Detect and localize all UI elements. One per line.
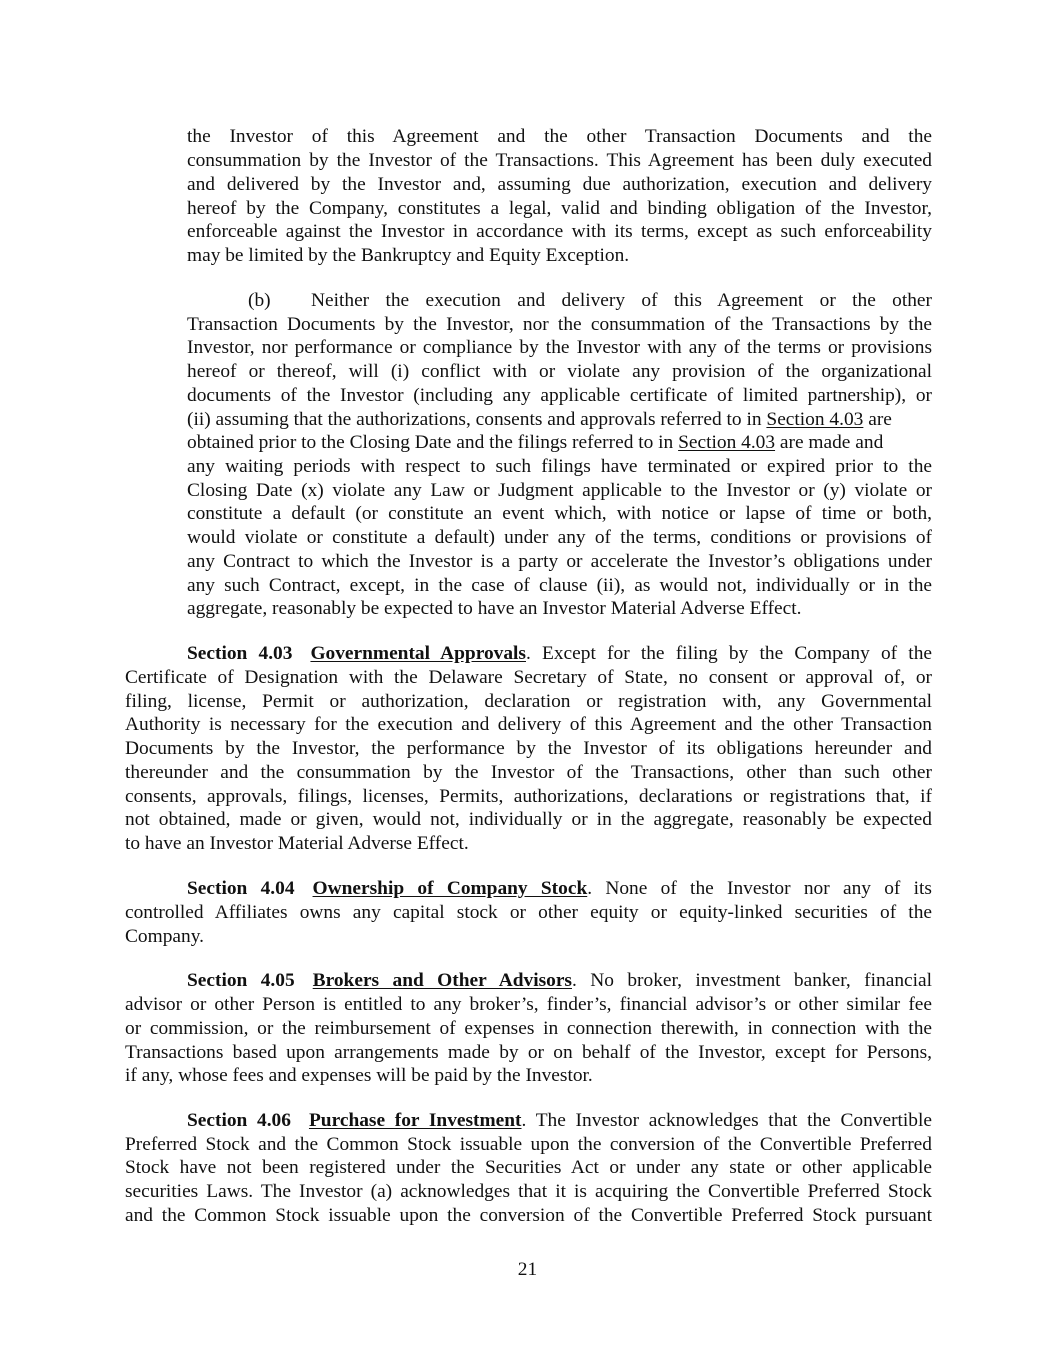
text-line: hereof or thereof, will (i) conflict with or violate any provision of the organizational (187, 361, 932, 382)
text-line: Closing Date (x) violate any Law or Judgment applicable to the Investor or (y) violate or (187, 480, 932, 501)
text-line: the Investor of this Agreement and the other Transaction Documents and the (187, 126, 932, 147)
section-number: Section 4.05 (187, 970, 295, 991)
text-line: constitute a default (or constitute an event which, with notice or lapse of time or both, (187, 503, 932, 524)
section-heading-line (187, 1109, 932, 1133)
text-line: Documents by the Investor, the performance by the Investor of its obligations hereunder and (125, 738, 932, 759)
text-line (187, 431, 932, 455)
page-number: 21 (517, 1259, 538, 1280)
text-line: enforceable against the Investor in accordance with its terms, except as such enforceability (187, 221, 932, 242)
text-line: any such Contract, except, in the case of clause (ii), as would not, individually or in the (187, 575, 932, 596)
text-line: may be limited by the Bankruptcy and Equity Exception. (187, 245, 630, 266)
text-segment: . No broker, investment banker, financial (571, 970, 932, 991)
text-line: filing, license, Permit or authorization, declaration or registration with, any Governmental (125, 691, 932, 712)
section-number: Section 4.06 (187, 1110, 291, 1131)
text-line: aggregate, reasonably be expected to have an Investor Material Adverse Effect. (187, 598, 802, 619)
section-title: Purchase for Investment (308, 1110, 522, 1131)
text-line: if any, whose fees and expenses will be paid by the Investor. (125, 1065, 593, 1086)
text-line: Preferred Stock and the Common Stock issuable upon the conversion of the Convertible Preferred (125, 1134, 932, 1155)
text-segment: . Except for the filing by the Company of the (525, 643, 932, 664)
text-line: any waiting periods with respect to such filings have terminated or expired prior to the (187, 456, 932, 477)
text-segment: obtained prior to the Closing Date and the filings referred to in (187, 432, 679, 453)
text-line: not obtained, made or given, would not, individually or in the aggregate, reasonably be expected (125, 809, 932, 830)
section-number: Section 4.04 (187, 878, 295, 899)
text-line: consents, approvals, filings, licenses, Permits, authorizations, declarations or registrations that, if (125, 786, 932, 807)
text-line: Authority is necessary for the execution and delivery of this Agreement and the other Transaction (125, 714, 932, 735)
text-segment: are made and (775, 432, 884, 453)
text-segment: (ii) assuming that the authorizations, consents and approvals referred to in (187, 409, 767, 430)
xref-section-4-03[interactable]: Section 4.03 (766, 409, 864, 430)
text-line: Neither the execution and delivery of this Agreement or the other (311, 290, 932, 311)
text-line: thereunder and the consummation by the Investor of the Transactions, other than such other (125, 762, 932, 783)
text-line: or commission, or the reimbursement of expenses in connection therewith, in connection with the (125, 1018, 932, 1039)
text-line: advisor or other Person is entitled to any broker’s, finder’s, financial advisor’s or other similar fee (125, 994, 932, 1015)
section-title: Brokers and Other Advisors (312, 970, 572, 991)
text-line: and the Common Stock issuable upon the conversion of the Convertible Preferred Stock pursuant (125, 1205, 932, 1226)
text-segment: . The Investor acknowledges that the Convertible (521, 1110, 932, 1131)
text-line: Certificate of Designation with the Delaware Secretary of State, no consent or approval of, or (125, 667, 932, 688)
section-number: Section 4.03 (187, 643, 293, 664)
text-segment: . None of the Investor nor any of its (587, 878, 932, 899)
section-title: Governmental Approvals (310, 643, 526, 664)
text-line: and delivered by the Investor and, assuming due authorization, execution and delivery (187, 174, 932, 195)
text-segment: are (863, 409, 892, 430)
text-line (187, 408, 932, 432)
section-title: Ownership of Company Stock (312, 878, 588, 899)
section-heading-line (187, 642, 932, 666)
section-heading-line (187, 969, 932, 993)
text-line: documents of the Investor (including any applicable certificate of limited partnership), or (187, 385, 932, 406)
text-line: Investor, nor performance or compliance by the Investor with any of the terms or provisions (187, 337, 932, 358)
text-line: to have an Investor Material Adverse Effect. (125, 833, 469, 854)
text-line: securities Laws. The Investor (a) acknowledges that it is acquiring the Convertible Preferred Stock (125, 1181, 932, 1202)
text-line: Transaction Documents by the Investor, nor the consummation of the Transactions by the (187, 314, 932, 335)
text-line: controlled Affiliates owns any capital stock or other equity or equity-linked securities of the (125, 902, 932, 923)
text-line: Transactions based upon arrangements made by or on behalf of the Investor, except for Persons, (125, 1042, 932, 1063)
text-line: Stock have not been registered under the Securities Act or under any state or other applicable (125, 1157, 932, 1178)
text-line: would violate or constitute a default) under any of the terms, conditions or provisions of (187, 527, 932, 548)
text-line: Company. (125, 926, 204, 947)
section-heading-line (187, 877, 932, 901)
xref-section-4-03[interactable]: Section 4.03 (678, 432, 776, 453)
text-line: any Contract to which the Investor is a party or accelerate the Investor’s obligations under (187, 551, 932, 572)
text-line: hereof by the Company, constitutes a legal, valid and binding obligation of the Investor, (187, 198, 932, 219)
clause-marker: (b) (248, 290, 271, 311)
text-line: consummation by the Investor of the Transactions. This Agreement has been duly executed (187, 150, 932, 171)
